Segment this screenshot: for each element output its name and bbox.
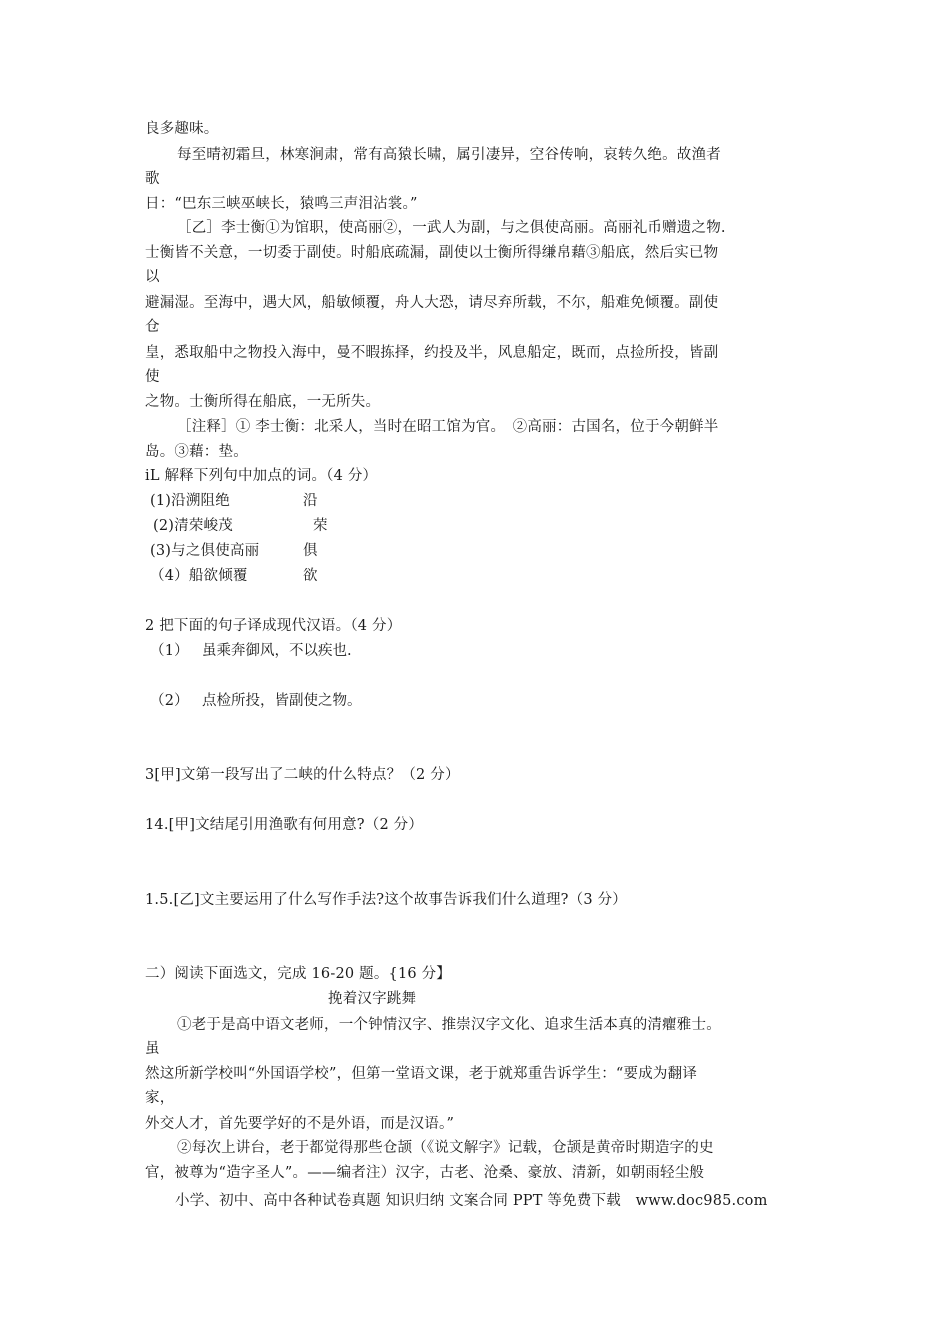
question-2-item-2-num: （2） (150, 693, 189, 709)
passage-jia-line-2: 每至晴初霜旦，林寒涧肃，常有高猿长啸，属引凄异，空谷传响，哀转久绝。故渔者 (177, 147, 721, 163)
question-4: 14.[甲]文结尾引用渔歌有何用意?（2 分） (145, 817, 424, 833)
passage-jia-line-1: 良多趣味。 (145, 121, 219, 137)
passage-yi-line-2: 士衡皆不关意，一切委于副使。时船底疏漏，副使以士衡所得缣帛藉③船底，然后实已物 (145, 245, 719, 261)
question-1-word-1: 沿 (303, 493, 318, 509)
passage-yi-line-8: 之物。士衡所得在船底，一无所失。 (145, 394, 381, 410)
question-2-prompt: 2 把下面的句子译成现代汉语。（4 分） (145, 618, 402, 634)
passage-yi-line-6: 皇，悉取船中之物投入海中，曼不暇拣择，约投及半，风息船定，既而，点捡所投，皆副 (145, 345, 719, 361)
question-5: 1.5.[乙]文主要运用了什么写作手法?这个故事告诉我们什么道理?（3 分） (145, 892, 627, 908)
question-1-word-3: 俱 (303, 543, 318, 559)
question-1-item-4: （4）船欲倾覆 (150, 568, 248, 584)
section-2-line-6: ②每次上讲台，老于都觉得那些仓颉（《说文解字》记载，仓颉是黄帝时期造字的史 (177, 1140, 714, 1156)
passage-yi-line-4: 避漏湿。至海中，遇大风，船敏倾覆，舟人大恐，请尽弃所载，不尔，船难免倾覆。副使 (145, 295, 719, 311)
question-3: 3[甲]文第一段写出了二峡的什么特点？（2 分） (145, 767, 460, 783)
passage-jia-line-4: 日：“巴东三峡巫峡长，猿鸣三声泪沾裳。” (145, 196, 418, 212)
section-2-heading: 二）阅读下面选文，完成 16-20 题。{16 分】 (145, 966, 452, 982)
question-2-item-2-text: 点检所投，皆副使之物。 (202, 693, 362, 709)
notes-line-1: ［注释］① 李士衡：北采人，当时在昭工馆为官。 ②高丽：古国名，位于今朝鲜半 (177, 419, 719, 435)
question-1-item-3: (3)与之俱使高丽 (150, 543, 260, 559)
passage-yi-line-7: 使 (145, 369, 160, 385)
section-2-line-3: 然这所新学校叫“外国语学校”，但第一堂语文课，老于就郑重告诉学生：“要成为翻译 (145, 1066, 698, 1082)
question-1-word-4: 欲 (303, 568, 318, 584)
passage-yi-line-3: 以 (145, 269, 160, 285)
section-2-line-7: 官，被尊为“造字圣人”。——编者注）汉字，古老、沧桑、豪放、清新，如朝雨轻尘般 (145, 1165, 705, 1181)
notes-line-2: 岛。③藉：垫。 (145, 444, 248, 460)
passage-yi-line-5: 仓 (145, 319, 160, 335)
section-2-line-5: 外交人才，首先要学好的不是外语，而是汉语。” (145, 1116, 455, 1132)
section-2-line-2: 虽 (145, 1041, 160, 1057)
passage-yi-line-1: ［乙］李士衡①为馆职，使高丽②，一武人为副，与之俱使高丽。高丽礼币赠遗之物. (177, 220, 726, 236)
question-1-item-2: (2)清荣峻茂 (153, 518, 233, 534)
question-2-item-1-text: 虽乘奔御风，不以疾也. (202, 643, 352, 659)
section-2-line-4: 家， (145, 1090, 175, 1106)
question-1-prompt: iL 解释下列句中加点的词。（4 分） (145, 468, 378, 484)
section-2-title: 挽着汉字跳舞 (328, 991, 417, 1007)
question-1-word-2: 荣 (313, 518, 328, 534)
section-2-line-1: ①老于是高中语文老师，一个钟情汉字、推崇汉字文化、追求生活本真的清癯雅士。 (177, 1017, 721, 1033)
question-1-item-1: (1)沿溯阻绝 (150, 493, 230, 509)
page-footer: 小学、初中、高中各种试卷真题 知识归纳 文案合同 PPT 等免费下载 www.doc985.com (175, 1193, 768, 1209)
question-2-item-1-num: （1） (150, 643, 189, 659)
passage-jia-line-3: 歌 (145, 171, 160, 187)
